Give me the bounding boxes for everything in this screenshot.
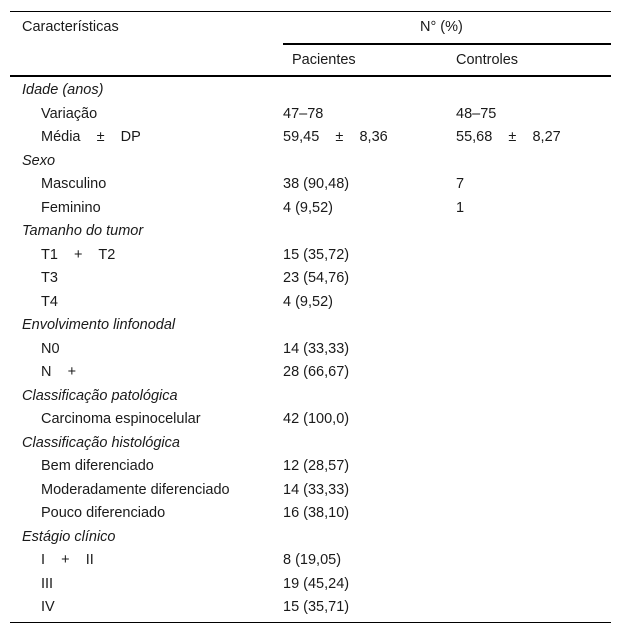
row-label: N +	[41, 364, 77, 380]
row-label: T3	[41, 270, 58, 286]
row-label: Pouco diferenciado	[41, 505, 166, 521]
patients-value: 47–78	[283, 105, 324, 122]
patients-value: 4 (9,52)	[283, 293, 333, 310]
row-label: Variação	[41, 105, 98, 122]
controls-value: 7	[456, 176, 465, 192]
group-heading: Estágio clínico	[22, 528, 116, 545]
patients-value: 23 (54,76)	[283, 270, 350, 286]
group-heading: Tamanho do tumor	[22, 223, 144, 239]
patients-value: 16 (38,10)	[283, 505, 350, 521]
row-label: I + II	[41, 552, 94, 568]
row-label: N0	[41, 340, 60, 357]
header-controls: Controles	[456, 52, 519, 68]
group-heading: Classificação patológica	[22, 387, 178, 404]
patients-value: 42 (100,0)	[283, 411, 350, 427]
patients-value: 15 (35,72)	[283, 246, 350, 263]
controls-value: 48–75	[456, 105, 497, 122]
patients-value: 8 (19,05)	[283, 552, 342, 568]
row-label: III	[41, 575, 54, 592]
group-heading: Sexo	[22, 152, 56, 169]
table-top-rule	[10, 11, 611, 12]
group-heading: Classificação histológica	[22, 434, 180, 451]
header-characteristics: Características	[22, 19, 119, 35]
patients-value: 4 (9,52)	[283, 199, 333, 216]
patients-value: 15 (35,71)	[283, 599, 350, 615]
patients-value: 14 (33,33)	[283, 340, 350, 357]
header-patients: Pacientes	[292, 52, 356, 68]
patients-value: 14 (33,33)	[283, 481, 350, 498]
patients-value: 59,45 ± 8,36	[283, 129, 388, 145]
patients-value: 19 (45,24)	[283, 575, 350, 592]
controls-value: 1	[456, 199, 465, 216]
row-label: T1 + T2	[41, 246, 116, 263]
header-n-percent: N° (%)	[420, 19, 463, 35]
row-label: Moderadamente diferenciado	[41, 481, 230, 498]
row-label: Feminino	[41, 199, 101, 216]
patients-value: 12 (28,57)	[283, 458, 350, 474]
header-bottom-rule	[10, 75, 611, 77]
table-bottom-rule	[10, 622, 611, 623]
group-heading: Idade (anos)	[22, 82, 104, 98]
row-label: Carcinoma espinocelular	[41, 411, 201, 427]
row-label: T4	[41, 293, 58, 310]
header-sub-rule	[283, 43, 611, 45]
controls-value: 55,68 ± 8,27	[456, 129, 561, 145]
patients-value: 28 (66,67)	[283, 364, 350, 380]
row-label: Bem diferenciado	[41, 458, 154, 474]
row-label: Média ± DP	[41, 129, 141, 145]
group-heading: Envolvimento linfonodal	[22, 317, 176, 333]
row-label: Masculino	[41, 176, 107, 192]
patients-value: 38 (90,48)	[283, 176, 350, 192]
row-label: IV	[41, 599, 55, 615]
